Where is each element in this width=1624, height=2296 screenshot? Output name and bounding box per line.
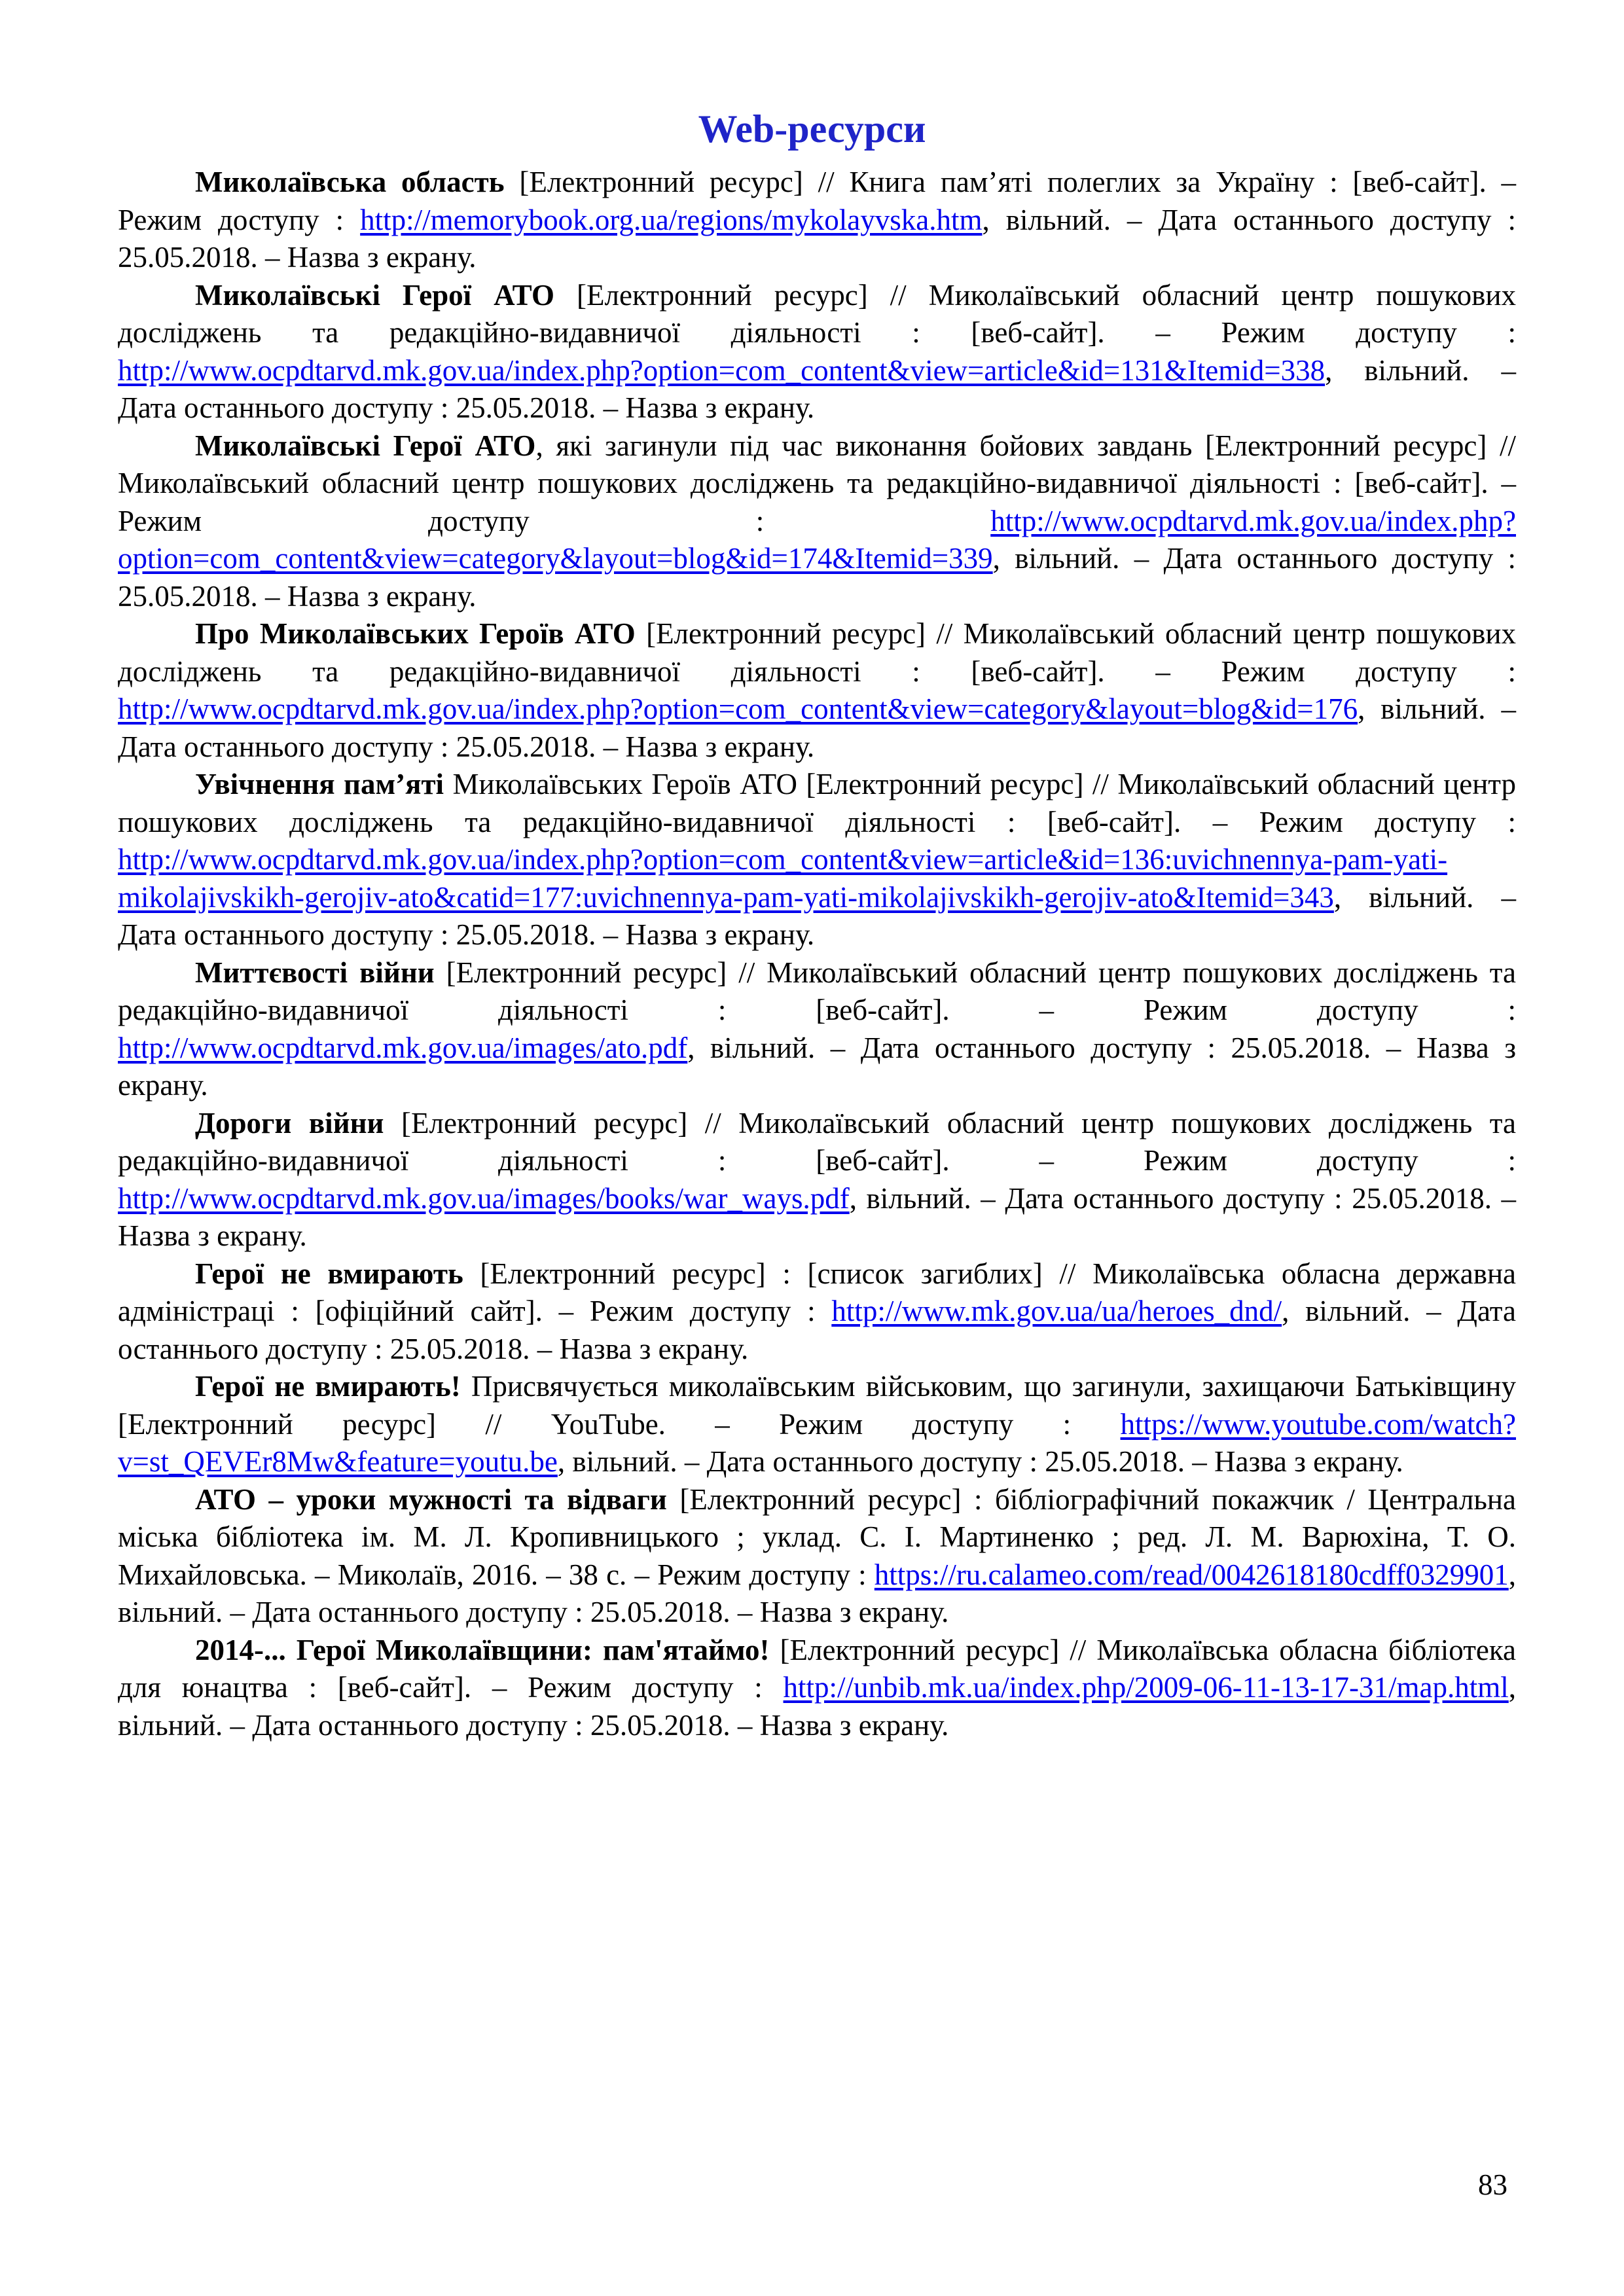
entry-title: 2014-... Герої Миколаївщини: пам'ятаймо! (195, 1633, 770, 1666)
entry-title: Миколаївські Герої АТО (195, 278, 555, 312)
bibliography-entry (118, 1632, 1516, 1745)
entry-description: [Електронний ресурс] // Миколаївський обласний центр пошукових досліджень та редакційно-видавничої діяльності : [веб-сайт]. – Режим доступу : (118, 617, 1516, 688)
bibliography-entry (118, 427, 1516, 616)
entry-link[interactable]: http://www.ocpdtarvd.mk.gov.ua/images/ato.pdf (118, 1031, 688, 1064)
entry-link[interactable]: http://memorybook.org.ua/regions/mykolayvska.htm (360, 203, 983, 236)
entry-title: Про Миколаївських Героїв АТО (195, 617, 636, 650)
entry-title: Миттєвості війни (195, 956, 435, 989)
entry-link[interactable]: https://ru.calameo.com/read/0042618180cdff0329901 (874, 1558, 1509, 1591)
entry-link[interactable]: http://www.ocpdtarvd.mk.gov.ua/index.php?option=com_content&view=category&layout=blog&id=176 (118, 692, 1358, 725)
entry-link[interactable]: http://www.mk.gov.ua/ua/heroes_dnd/ (831, 1295, 1282, 1327)
entry-description: Миколаївських Героїв АТО [Електронний ресурс] // Миколаївський обласний центр пошукових досліджень та редакційно-видавничої діяльності : [веб-сайт]. – Режим доступу : (118, 768, 1516, 838)
entry-link[interactable]: http://www.ocpdtarvd.mk.gov.ua/index.php?option=com_content&view=article&id=136:uvichnennya-pam-yati-mikolajivskikh-gerojiv-ato&catid=177:uvichnennya-pam-yati-mikolajivskikh-gerojiv-ato&Itemid=343 (118, 843, 1448, 914)
entry-title: Миколаївські Герої АТО (195, 429, 536, 462)
bibliography-entry (118, 164, 1516, 277)
entry-access-info: , вільний. – Дата останнього доступу : 25.05.2018. – Назва з екрану. (118, 542, 1516, 613)
bibliography-entry (118, 766, 1516, 954)
bibliography-list (118, 164, 1516, 1744)
entry-link[interactable]: https://www.youtube.com/watch?v=st_QEVEr8Mw&feature=youtu.be (118, 1407, 1516, 1478)
bibliography-entry (118, 1105, 1516, 1255)
bibliography-entry (118, 1255, 1516, 1369)
entry-description: [Електронний ресурс] // Книга пам’яті полеглих за Україну : [веб-сайт]. – Режим доступу : (118, 166, 1516, 236)
entry-title: Герої не вмирають! (195, 1370, 461, 1403)
entry-description: [Електронний ресурс] // Миколаївська обласна бібліотека для юнацтва : [веб-сайт]. – Режим доступу : (118, 1633, 1516, 1704)
entry-access-info: , вільний. – Дата останнього доступу : 25.05.2018. – Назва з екрану. (118, 1671, 1516, 1742)
entry-description: Присвячується миколаївським військовим, що загинули, захищаючи Батьківщину [Електронний ресурс] // YouTube. – Режим доступу : (118, 1370, 1516, 1441)
entry-description: [Електронний ресурс] // Миколаївський обласний центр пошукових досліджень та редакційно-видавничої діяльності : [веб-сайт]. – Режим доступу : (118, 278, 1516, 349)
entry-link[interactable]: http://unbib.mk.ua/index.php/2009-06-11-13-17-31/map.html (783, 1671, 1509, 1704)
entry-access-info: , вільний. – Дата останнього доступу : 25.05.2018. – Назва з екрану. (118, 203, 1516, 274)
entry-link[interactable]: http://www.ocpdtarvd.mk.gov.ua/index.php?option=com_content&view=category&layout=blog&id=174&Itemid=339 (118, 504, 1516, 575)
entry-access-info: , вільний. – Дата останнього доступу : 25.05.2018. – Назва з екрану. (118, 880, 1516, 951)
entry-access-info: , вільний. – Дата останнього доступу : 25.05.2018. – Назва з екрану. (118, 1181, 1516, 1252)
entry-access-info: , вільний. – Дата останнього доступу : 25.05.2018. – Назва з екрану. (118, 1558, 1516, 1628)
entry-access-info: , вільний. – Дата останнього доступу : 25.05.2018. – Назва з екрану. (118, 1295, 1516, 1365)
page-number: 83 (1478, 2168, 1507, 2201)
bibliography-entry (118, 615, 1516, 766)
entry-description: [Електронний ресурс] : [список загиблих] // Миколаївська обласна державна адміністраці : [офіційний сайт]. – Режим доступу : (118, 1257, 1516, 1327)
bibliography-entry (118, 1368, 1516, 1481)
bibliography-entry (118, 1481, 1516, 1632)
entry-access-info: , вільний. – Дата останнього доступу : 25.05.2018. – Назва з екрану. (118, 1031, 1516, 1102)
entry-title: Дороги війни (195, 1106, 384, 1139)
entry-title: Увічнення пам’яті (195, 768, 444, 800)
entry-description: [Електронний ресурс] // Миколаївський обласний центр пошукових досліджень та редакційно-видавничої діяльності : [веб-сайт]. – Режим доступу : (118, 1106, 1516, 1177)
entry-link[interactable]: http://www.ocpdtarvd.mk.gov.ua/images/books/war_ways.pdf (118, 1181, 850, 1215)
entry-access-info: , вільний. – Дата останнього доступу : 25.05.2018. – Назва з екрану. (557, 1445, 1403, 1478)
page-title: Web-ресурси (698, 107, 926, 151)
entry-title: Миколаївська область (195, 166, 505, 198)
entry-access-info: , вільний. – Дата останнього доступу : 25.05.2018. – Назва з екрану. (118, 353, 1516, 424)
entry-title: Герої не вмирають (195, 1257, 463, 1290)
entry-title: АТО – уроки мужності та відваги (195, 1482, 667, 1516)
bibliography-entry (118, 954, 1516, 1105)
bibliography-entry (118, 277, 1516, 427)
entry-description: , які загинули під час виконання бойових завдань [Електронний ресурс] // Миколаївський обласний центр пошукових досліджень та редакційно-видавничої діяльності : [веб-сайт]. – Режим доступу : (118, 429, 1516, 537)
entry-access-info: , вільний. – Дата останнього доступу : 25.05.2018. – Назва з екрану. (118, 692, 1516, 763)
entry-link[interactable]: http://www.ocpdtarvd.mk.gov.ua/index.php?option=com_content&view=article&id=131&Itemid=338 (118, 353, 1326, 387)
entry-description: [Електронний ресурс] // Миколаївський обласний центр пошукових досліджень та редакційно-видавничої діяльності : [веб-сайт]. – Режим доступу : (118, 956, 1516, 1026)
entry-description: [Електронний ресурс] : бібліографічний покажчик / Центральна міська бібліотека ім. М. Л. Кропивницького ; уклад. С. І. Мартиненко ; ред. Л. М. Варюхіна, Т. О. Михайловська. – Миколаїв, 2016. – 38 с. – Режим доступу : (118, 1482, 1516, 1591)
